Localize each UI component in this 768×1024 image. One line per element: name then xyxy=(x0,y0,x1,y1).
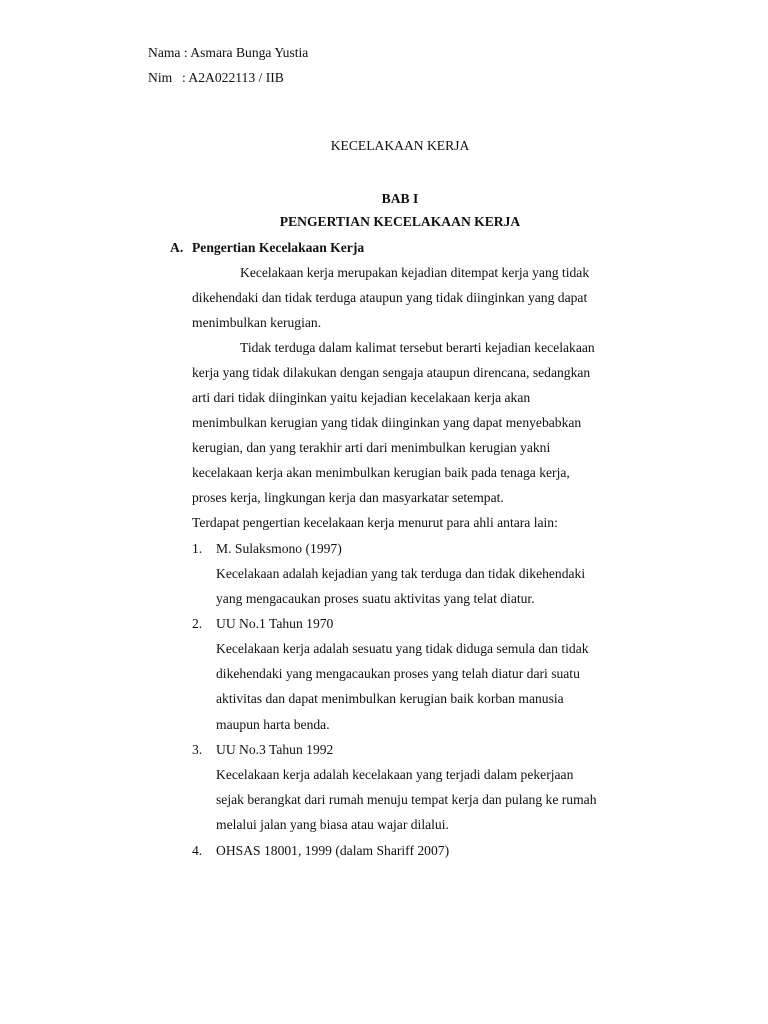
paragraph-line: dikehendaki dan tidak terduga ataupun yang tidak diinginkan yang dapat xyxy=(192,290,588,305)
definition-text: melalui jalan yang biasa atau wajar dilalui. xyxy=(216,817,449,832)
definition-text: dikehendaki yang mengacaukan proses yang telah diatur dari suatu xyxy=(216,666,580,681)
definition-text: maupun harta benda. xyxy=(216,717,330,732)
definition-text: yang mengacaukan proses suatu aktivitas yang telat diatur. xyxy=(216,591,535,606)
definitions-intro: Terdapat pengertian kecelakaan kerja menurut para ahli antara lain: xyxy=(192,515,558,530)
student-id-value: : A2A022113 / IIB xyxy=(182,70,284,85)
section-marker: A. xyxy=(170,240,184,255)
paragraph-line: kerugian, dan yang terakhir arti dari menimbulkan kerugian yakni xyxy=(192,440,551,455)
definition-text: Kecelakaan kerja adalah sesuatu yang tidak diduga semula dan tidak xyxy=(216,641,589,656)
chapter-title: PENGERTIAN KECELAKAAN KERJA xyxy=(279,214,521,229)
paragraph-line: kecelakaan kerja akan menimbulkan kerugian baik pada tenaga kerja, xyxy=(192,465,570,480)
definition-source: UU No.1 Tahun 1970 xyxy=(216,616,334,631)
author-name: Nama : Asmara Bunga Yustia xyxy=(148,45,309,60)
definition-text: Kecelakaan adalah kejadian yang tak terduga dan tidak dikehendaki xyxy=(216,566,586,581)
list-number: 1. xyxy=(192,541,203,556)
definition-text: sejak berangkat dari rumah menuju tempat kerja dan pulang ke rumah xyxy=(216,792,597,807)
definition-source: OHSAS 18001, 1999 (dalam Shariff 2007) xyxy=(216,843,450,858)
paragraph-line: menimbulkan kerugian yang tidak diinginkan yang dapat menyebabkan xyxy=(192,415,582,430)
paragraph-line: menimbulkan kerugian. xyxy=(192,315,322,330)
list-number: 2. xyxy=(192,616,203,631)
definition-text: aktivitas dan dapat menimbulkan kerugian baik korban manusia xyxy=(216,691,564,706)
paragraph-line: arti dari tidak diinginkan yaitu kejadian kecelakaan kerja akan xyxy=(192,390,531,405)
list-number: 3. xyxy=(192,742,203,757)
definition-source: UU No.3 Tahun 1992 xyxy=(216,742,334,757)
chapter-label: BAB I xyxy=(381,191,419,206)
paragraph-line: kerja yang tidak dilakukan dengan sengaja ataupun direncana, sedangkan xyxy=(192,365,591,380)
list-number: 4. xyxy=(192,843,203,858)
definition-text: Kecelakaan kerja adalah kecelakaan yang terjadi dalam pekerjaan xyxy=(216,767,574,782)
definition-source: M. Sulaksmono (1997) xyxy=(216,541,342,556)
document-title: KECELAKAAN KERJA xyxy=(330,138,470,153)
student-id-label: Nim xyxy=(148,70,173,85)
paragraph-line: Tidak terduga dalam kalimat tersebut berarti kejadian kecelakaan xyxy=(240,340,595,355)
paragraph-line: proses kerja, lingkungan kerja dan masyarkatar setempat. xyxy=(192,490,504,505)
paragraph-line: Kecelakaan kerja merupakan kejadian ditempat kerja yang tidak xyxy=(240,265,590,280)
section-heading: Pengertian Kecelakaan Kerja xyxy=(192,240,365,255)
